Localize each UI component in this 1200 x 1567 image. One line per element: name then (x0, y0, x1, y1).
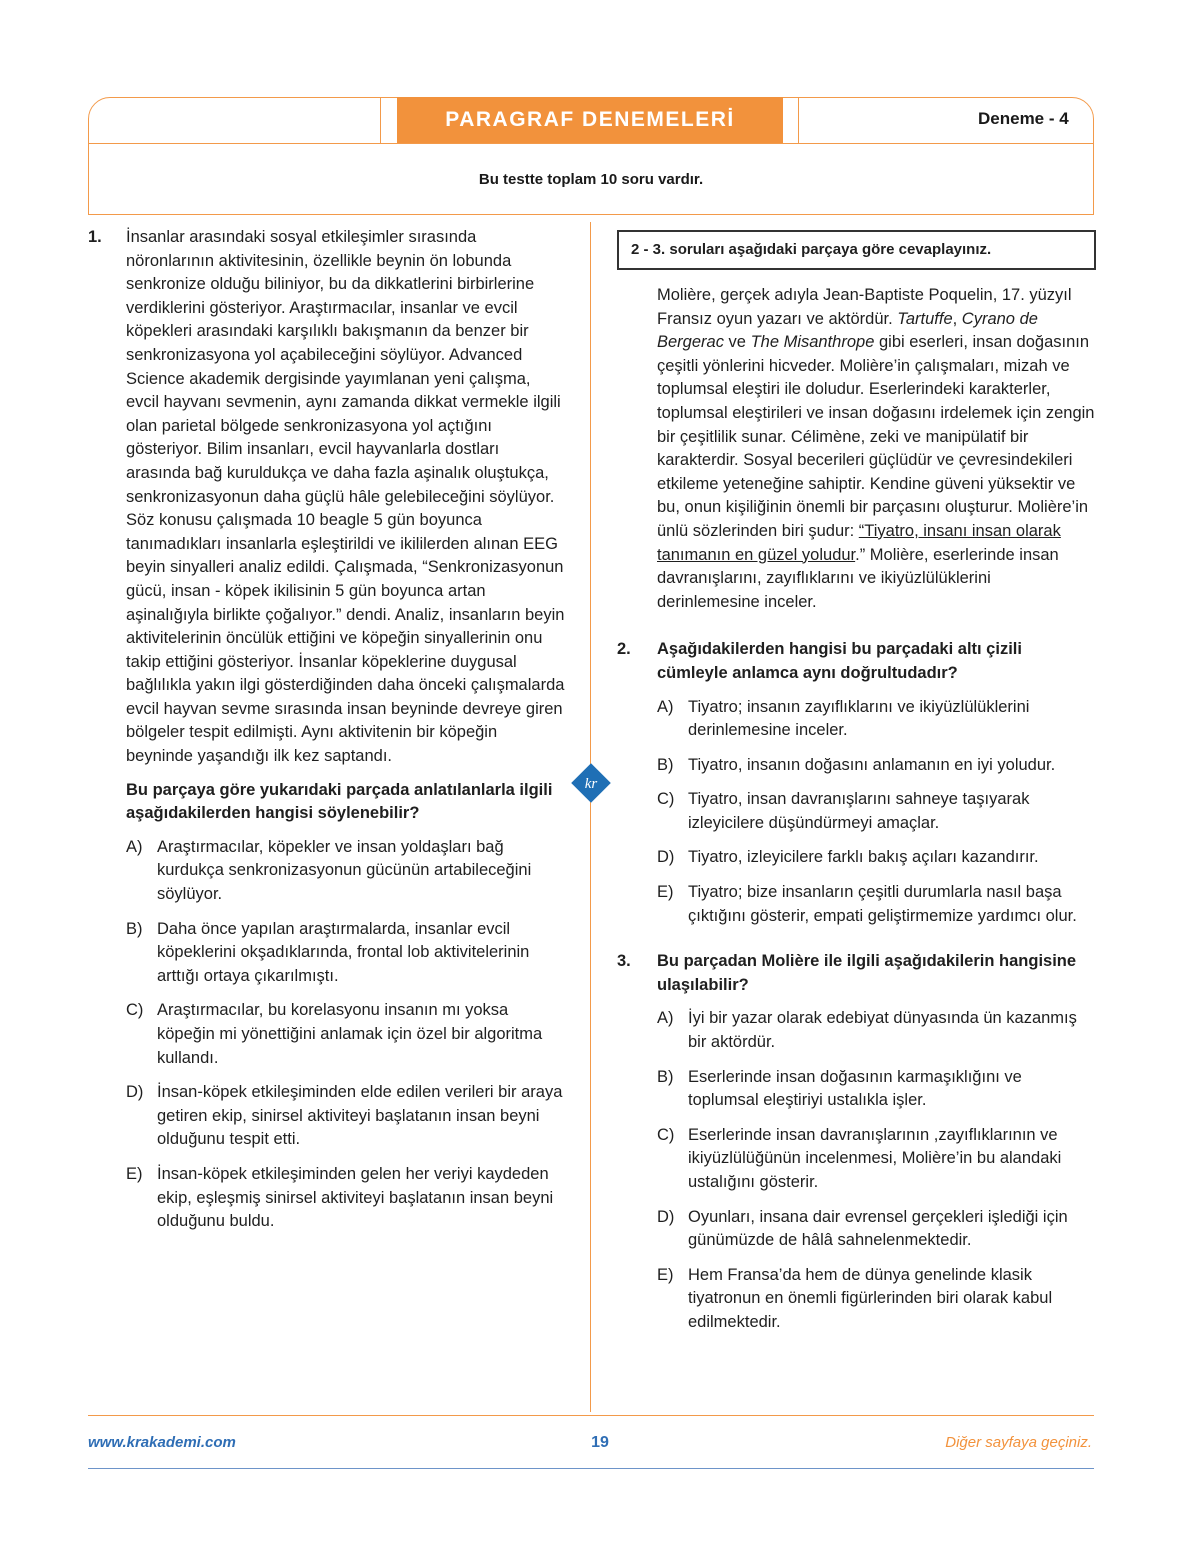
website-link[interactable]: www.krakademi.com (88, 1434, 236, 1451)
instruction-box: 2 - 3. soruları aşağıdaki parçaya göre cevaplayınız. (617, 230, 1096, 270)
question-stem: Aşağıdakilerden hangisi bu parçadaki altı çizili cümleyle anlamca aynı doğrultudadır? (657, 640, 1022, 682)
option-b[interactable]: B) Tiyatro, insanın doğasını anlamanın en iyi yoludur. (657, 755, 1056, 774)
question-number: 2. (617, 640, 631, 659)
question-2 (617, 638, 1097, 928)
header-divider-left (380, 97, 381, 143)
option-e[interactable]: E) İnsan-köpek etkileşiminden gelen her veriyi kaydeden ekip, eşleşmiş sinirsel aktiviteyi başlatanın insan beyni olduğunu buldu. (126, 1164, 554, 1231)
next-page-note: Diğer sayfaya geçiniz. (945, 1434, 1092, 1451)
shared-passage: Molière, gerçek adıyla Jean-Baptiste Poquelin, 17. yüzyıl Fransız oyun yazarı ve aktördür. Tartuffe, Cyrano de Bergerac ve The Misanthrope gibi eserleri, insan doğasının çeşitli yönlerini hicveder. Molière’in çalışmaları, mizah ve toplumsal eleştiri ile doludur. Eserlerindeki karakterler, toplumsal eleştirileri ve insan doğasını irdelemek için zengin bir çeşitlilik sunar. Célimène, zeki ve manipülatif bir karakterdir. Sosyal becerileri güçlüdür ve çevresindekileri etkileme yeteneğine sahiptir. Kendine güveni yüksektir ve bu, onun kişiliğinin önemli bir parçasını oluşturur. Molière’in ünlü sözlerinden biri şudur: “Tiyatro, insanı insan olarak tanımanın en güzel yoludur.” Molière, eserlerinde insan davranışlarını, zayıflıklarını ve ikiyüzlülüklerini derinlemesine inceler. (657, 286, 1095, 611)
kr-logo-icon (566, 758, 616, 808)
option-d[interactable]: D) İnsan-köpek etkileşiminden elde edilen verileri bir araya getiren ekip, sinirsel aktiviteyi başlatanın insan beyni olduğunu tespit etti. (126, 1083, 563, 1149)
question-1 (88, 226, 568, 1245)
page-number: 19 (591, 1434, 609, 1451)
question-passage: İnsanlar arasındaki sosyal etkileşimler sırasında nöronlarının aktivitesinin, özellikle beynin ön lobunda senkronize olduğu biliniyor, bu da dikkatlerini birbirlerine verdiklerini gösteriyor. Araştırmacılar, insanlar ve evcil köpekleri arasındaki karşılıklı bakışmanın da benzer bir senkronizasyona yol açabileceğini söylüyor. Advanced Science akademik dergisinde yayımlanan yeni çalışma, evcil hayvanı sevmenin, aynı zamanda dikkat vermekle ilgili olan parietal bölgede senkronizasyona yol açtığını gösteriyor. Bilim insanları, evcil hayvanlarla dostları arasında bağ kuruldukça ve daha fazla aşinalık oluştukça, senkronizasyonun daha güçlü hâle gelebileceğini söylüyor. Söz konusu çalışmada 10 beagle 5 gün boyunca tanımadıkları insanlarla eşleştirildi ve ikililerden alınan EEG beyin sinyalleri analiz edildi. Çalışmada, “Senkronizasyonun gücü, insan - köpek ikilisinin 5 gün boyunca artan aşinalığıyla birlikte çoğalıyor.” dendi. Analiz, insanların beyin aktivitelerinin öncülük ettiğini ve köpeğin sinyallerinin onu takip ettiğini gösteriyor. İnsanlar köpeklerine duygusal bağlılıkla yakın ilgi gösterdiğinden daha önceki çalışmalarda evcil hayvan sevme sırasında insan beyninde devreye giren bölgeler tespit edilmişti. Aynı aktivitenin bir köpeğin beyninde yaşandığı ilk kez saptandı. (126, 228, 565, 766)
option-e[interactable]: E) Tiyatro; bize insanların çeşitli durumlarla nasıl başa çıktığını gösterir, empati geliştirmemize yardımcı olur. (657, 883, 1077, 925)
option-c[interactable]: C) Eserlerinde insan davranışlarının ,zayıflıklarının ve ikiyüzlülüğünün incelenmesi, Molière’in bu alandaki ustalığını gösterir. (657, 1125, 1062, 1191)
option-e[interactable]: E) Hem Fransa’da hem de dünya genelinde klasik tiyatronun en önemli figürlerinden biri olarak kabul edilmektedir. (657, 1265, 1053, 1331)
option-d[interactable]: D) Oyunları, insana dair evrensel gerçekleri işlediği için günümüzde de hâlâ sahnelenmektedir. (657, 1207, 1068, 1250)
option-a[interactable]: A) İyi bir yazar olarak edebiyat dünyasında ün kazanmış bir aktördür. (657, 1009, 1077, 1052)
option-a[interactable]: A) Tiyatro; insanın zayıflıklarını ve ikiyüzlülüklerini derinlemesine inceler. (657, 697, 1030, 740)
svg-text:kr: kr (584, 776, 598, 792)
header-divider (88, 143, 1094, 144)
question-count-note: Bu testte toplam 10 soru vardır. (478, 171, 704, 188)
underlined-sentence: “Tiyatro, insanı insan olarak tanımanın en güzel yoludur (657, 521, 1061, 564)
right-column (617, 230, 1097, 1346)
column-divider (590, 222, 591, 1412)
question-number: 1. (88, 228, 102, 246)
option-b[interactable]: B) Daha önce yapılan araştırmalarda, insanlar evcil köpeklerini okşadıklarında, frontal lob aktivitelerinin arttığı ortaya çıkarılmıştı. (126, 919, 530, 985)
page-title: PARAGRAF DENEMELERİ (397, 97, 783, 143)
question-3 (617, 950, 1097, 1334)
option-a[interactable]: A) Araştırmacılar, köpekler ve insan yoldaşları bağ kurdukça senkronizasyonun gücünün artabileceğini söylüyor. (126, 837, 532, 904)
option-b[interactable]: B) Eserlerinde insan doğasının karmaşıklığını ve toplumsal eleştiriyi ustalıkla işler. (657, 1067, 1022, 1110)
question-stem: Bu parçaya göre yukarıdaki parçada anlatılanlarla ilgili aşağıdakilerden hangisi söylenebilir? (126, 780, 553, 823)
footer-divider-top (88, 1415, 1094, 1416)
header-divider-right (798, 97, 799, 143)
question-stem: Bu parçadan Molière ile ilgili aşağıdakilerin hangisine ulaşılabilir? (657, 952, 1077, 994)
option-c[interactable]: C) Araştırmacılar, bu korelasyonu insanın mı yoksa köpeğin mi yönettiğini anlamak için özel bir algoritma kullandı. (126, 1001, 543, 1067)
footer-divider-bottom (88, 1468, 1094, 1469)
option-c[interactable]: C) Tiyatro, insan davranışlarını sahneye taşıyarak izleyicilere düşündürmeyi amaçlar. (657, 790, 1030, 832)
test-number: Deneme - 4 (978, 109, 1069, 128)
question-number: 3. (617, 952, 631, 971)
option-d[interactable]: D) Tiyatro, izleyicilere farklı bakış açıları kazandırır. (657, 848, 1039, 867)
